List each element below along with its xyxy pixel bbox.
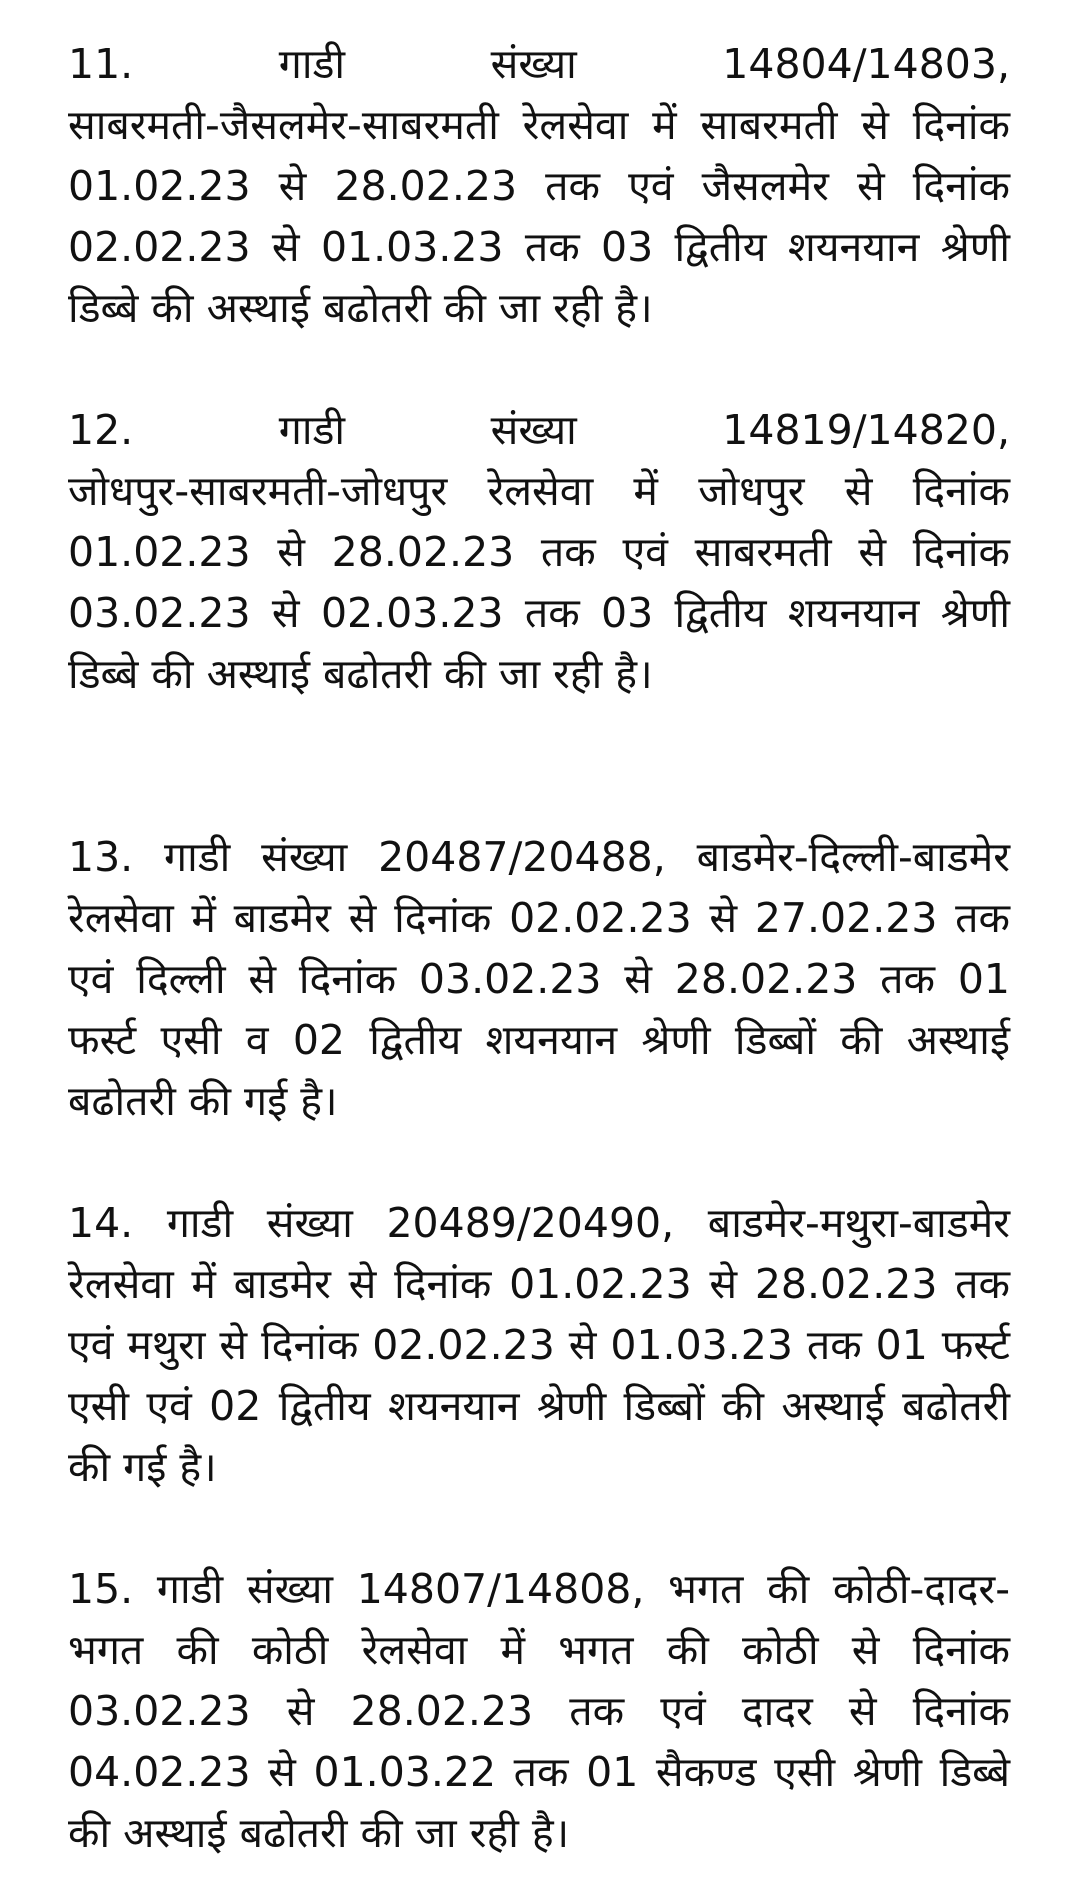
paragraph-13: 13. गाडी संख्या 20487/20488, बाडमेर-दिल्ली-बाडमेर रेलसेवा में बाडमेर से दिनांक 02.02.23 से 27.02.23 तक एवं दिल्ली से दिनांक 03.02.23 से 28.02.23 तक 01 फर्स्ट एसी व 02 द्वितीय शयनयान श्रेणी डिब्बों की अस्थाई बढोतरी की गई है।	[68, 833, 1010, 1125]
paragraph-12	[68, 400, 1010, 705]
paragraph-11-body: साबरमती-जैसलमेर-साबरमती रेलसेवा में साबरमती से दिनांक 01.02.23 से 28.02.23 तक एवं जैसलमेर से दिनांक 02.02.23 से 01.03.23 तक 03 द्वितीय शयनयान श्रेणी डिब्बे की अस्थाई बढोतरी की जा रही है।	[68, 101, 1010, 332]
paragraph-12-body: जोधपुर-साबरमती-जोधपुर रेलसेवा में जोधपुर से दिनांक 01.02.23 से 28.02.23 तक एवं साबरमती से दिनांक 03.02.23 से 02.03.23 तक 03 द्वितीय शयनयान श्रेणी डिब्बे की अस्थाई बढोतरी की जा रही है।	[68, 467, 1010, 698]
paragraph-14: 14. गाडी संख्या 20489/20490, बाडमेर-मथुरा-बाडमेर रेलसेवा में बाडमेर से दिनांक 01.02.23 से 28.02.23 तक एवं मथुरा से दिनांक 02.02.23 से 01.03.23 तक 01 फर्स्ट एसी एवं 02 द्वितीय शयनयान श्रेणी डिब्बों की अस्थाई बढोतरी की गई है।	[68, 1199, 1010, 1491]
paragraph-11-first-line: 11. गाडी संख्या 14804/14803,	[68, 40, 1010, 88]
paragraph-12-first-line: 12. गाडी संख्या 14819/14820,	[68, 406, 1010, 454]
paragraph-11	[68, 34, 1010, 339]
paragraph-15: 15. गाडी संख्या 14807/14808, भगत की कोठी-दादर-भगत की कोठी रेलसेवा में भगत की कोठी से दिनांक 03.02.23 से 28.02.23 तक एवं दादर से दिनांक 04.02.23 से 01.03.22 तक 01 सैकण्ड एसी श्रेणी डिब्बे की अस्थाई बढोतरी की जा रही है।	[68, 1565, 1010, 1857]
document-page	[68, 34, 1010, 1864]
